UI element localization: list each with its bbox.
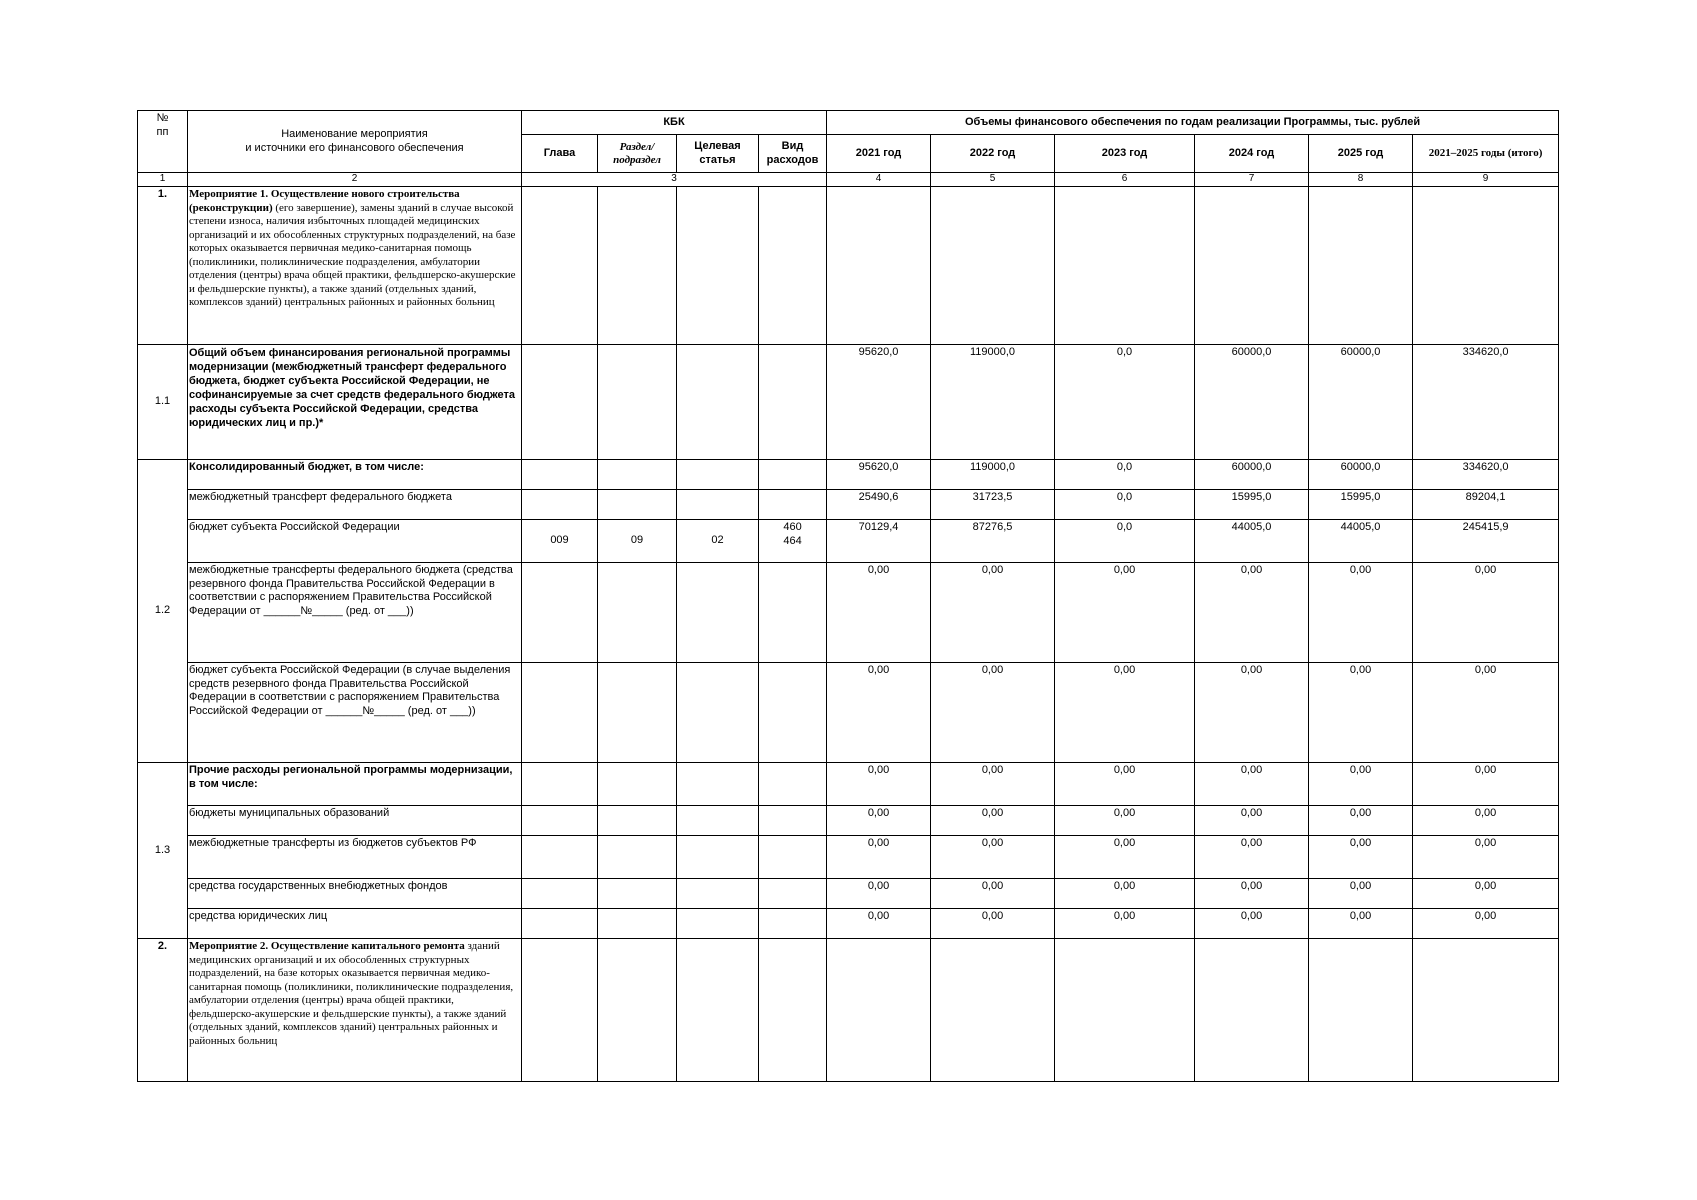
empty-cell	[677, 563, 759, 663]
empty-cell	[827, 939, 931, 1082]
row-1-3-offbudget-funds	[138, 879, 1559, 909]
empty-cell	[1195, 187, 1309, 345]
empty-cell	[931, 187, 1055, 345]
year-2023-header: 2023 год	[1055, 135, 1195, 173]
row-1-3-legal-entities	[138, 909, 1559, 939]
empty-cell	[598, 345, 677, 460]
row-1-1-name: Общий объем финансирования региональной программы модернизации (межбюджетный трансферт федерального бюджета, бюджет субъекта Российской Федерации, не софинансируемые за счет средств федерального бюджета расходы субъекта Российской Федерации, средства юридических лиц и пр.)*	[188, 345, 522, 460]
value-total: 0,00	[1413, 909, 1559, 939]
col-number: 4	[827, 173, 931, 187]
empty-cell	[522, 663, 598, 763]
col-number: 7	[1195, 173, 1309, 187]
row-1-2-consolidated	[138, 460, 1559, 490]
value-2021: 25490,6	[827, 490, 931, 520]
value-total: 0,00	[1413, 563, 1559, 663]
value-2022: 0,00	[931, 563, 1055, 663]
value-2023: 0,0	[1055, 490, 1195, 520]
empty-cell	[522, 879, 598, 909]
value-2024: 0,00	[1195, 763, 1309, 806]
empty-cell	[522, 763, 598, 806]
value-2025: 0,00	[1309, 763, 1413, 806]
empty-cell	[759, 763, 827, 806]
empty-cell	[522, 460, 598, 490]
value-2022: 0,00	[931, 806, 1055, 836]
value-2023: 0,00	[1055, 909, 1195, 939]
empty-cell	[1309, 187, 1413, 345]
empty-cell	[522, 939, 598, 1082]
empty-cell	[598, 187, 677, 345]
value-2025: 44005,0	[1309, 520, 1413, 563]
value-2021: 70129,4	[827, 520, 931, 563]
value-total: 334620,0	[1413, 460, 1559, 490]
row-1-2-reserve-subject	[138, 663, 1559, 763]
empty-cell	[598, 836, 677, 879]
value-2022: 0,00	[931, 879, 1055, 909]
empty-cell	[522, 187, 598, 345]
value-2025: 0,00	[1309, 836, 1413, 879]
activity-1-name	[188, 187, 522, 345]
empty-cell	[522, 345, 598, 460]
row-name: бюджеты муниципальных образований	[188, 806, 522, 836]
header-row-1	[138, 111, 1559, 135]
empty-cell	[677, 345, 759, 460]
empty-cell	[598, 663, 677, 763]
row-1-2-federal-transfer	[138, 490, 1559, 520]
value-total: 0,00	[1413, 879, 1559, 909]
activity-1-description: (его завершение), замены зданий в случае высокой степени износа, наличия избыточных площадей медицинских организаций и их обособленных структурных подразделений, на базе которых оказывается первичная медико-санитарная помощь (поликлиники, поликлинические подразделения, амбулатории отделения (центры) врача общей практики, фельдшерско-акушерские и фельдшерские пункты), а также зданий (отдельных зданий, комплексов зданий) центральных районных и районных больниц	[189, 201, 516, 308]
empty-cell	[931, 939, 1055, 1082]
value-total: 334620,0	[1413, 345, 1559, 460]
col-number: 3	[522, 173, 827, 187]
kbk-glava-header: Глава	[522, 135, 598, 173]
row-1-3-subject-transfers	[138, 836, 1559, 879]
value-2022: 119000,0	[931, 460, 1055, 490]
empty-cell	[598, 490, 677, 520]
row-1-1	[138, 345, 1559, 460]
empty-cell	[677, 806, 759, 836]
empty-cell	[677, 879, 759, 909]
empty-cell	[759, 879, 827, 909]
value-2022: 119000,0	[931, 345, 1055, 460]
empty-cell	[1195, 939, 1309, 1082]
col-number: 5	[931, 173, 1055, 187]
empty-cell	[759, 460, 827, 490]
value-2022: 0,00	[931, 909, 1055, 939]
value-2024: 44005,0	[1195, 520, 1309, 563]
value-2021: 95620,0	[827, 345, 931, 460]
value-2025: 0,00	[1309, 563, 1413, 663]
value-total: 0,00	[1413, 806, 1559, 836]
row-1-2-subject-budget	[138, 520, 1559, 563]
empty-cell	[677, 460, 759, 490]
activity-1-title: Мероприятие 1. Осуществление нового строительства (реконструкции)	[189, 188, 460, 214]
value-2022: 0,00	[931, 763, 1055, 806]
empty-cell	[759, 187, 827, 345]
row-1-3-municipal	[138, 806, 1559, 836]
year-2022-header: 2022 год	[931, 135, 1055, 173]
column-numbers-row	[138, 173, 1559, 187]
year-2021-header: 2021 год	[827, 135, 931, 173]
value-2023: 0,00	[1055, 879, 1195, 909]
row-number: 1.2	[138, 460, 188, 763]
value-2024: 0,00	[1195, 836, 1309, 879]
value-2022: 31723,5	[931, 490, 1055, 520]
row-name: средства юридических лиц	[188, 909, 522, 939]
row-name: межбюджетные трансферты федерального бюджета (средства резервного фонда Правительства Российской Федерации в соответствии с распоряжением Правительства Российской Федерации от ______№_____ (ред. от ___))	[188, 563, 522, 663]
empty-cell	[1309, 939, 1413, 1082]
value-2023: 0,00	[1055, 763, 1195, 806]
value-total: 89204,1	[1413, 490, 1559, 520]
value-2024: 60000,0	[1195, 345, 1309, 460]
empty-cell	[677, 939, 759, 1082]
value-2022: 0,00	[931, 836, 1055, 879]
volumes-header: Объемы финансового обеспечения по годам реализации Программы, тыс. рублей	[827, 111, 1559, 135]
value-total: 0,00	[1413, 836, 1559, 879]
value-2024: 0,00	[1195, 879, 1309, 909]
empty-cell	[1413, 187, 1559, 345]
empty-cell	[598, 806, 677, 836]
activity-2-name	[188, 939, 522, 1082]
value-2024: 0,00	[1195, 909, 1309, 939]
empty-cell	[598, 563, 677, 663]
col-number: 2	[188, 173, 522, 187]
row-number: 1.	[138, 187, 188, 345]
row-name: Консолидированный бюджет, в том числе:	[188, 460, 522, 490]
year-2024-header: 2024 год	[1195, 135, 1309, 173]
value-2023: 0,0	[1055, 460, 1195, 490]
row-name: бюджет субъекта Российской Федерации (в случае выделения средств резервного фонда Правительства Российской Федерации в соответствии с распоряжением Правительства Российской Федерации от ______№_____ (ред. от ___))	[188, 663, 522, 763]
value-2023: 0,00	[1055, 836, 1195, 879]
value-2025: 0,00	[1309, 879, 1413, 909]
row-number: 1.3	[138, 763, 188, 939]
col-number: 9	[1413, 173, 1559, 187]
empty-cell	[759, 663, 827, 763]
kbk-celevaya-header: Целевая статья	[677, 135, 759, 173]
empty-cell	[598, 879, 677, 909]
empty-cell	[759, 345, 827, 460]
row-name: бюджет субъекта Российской Федерации	[188, 520, 522, 563]
empty-cell	[759, 939, 827, 1082]
col-no-header: № пп	[138, 111, 188, 173]
year-2025-header: 2025 год	[1309, 135, 1413, 173]
value-2024: 15995,0	[1195, 490, 1309, 520]
empty-cell	[522, 806, 598, 836]
col-number: 6	[1055, 173, 1195, 187]
row-number: 1.1	[138, 345, 188, 460]
empty-cell	[598, 763, 677, 806]
value-2023: 0,00	[1055, 806, 1195, 836]
value-2025: 60000,0	[1309, 460, 1413, 490]
empty-cell	[759, 806, 827, 836]
year-total-header: 2021–2025 годы (итого)	[1413, 135, 1559, 173]
activity-1-row	[138, 187, 1559, 345]
empty-cell	[522, 836, 598, 879]
value-2023: 0,0	[1055, 520, 1195, 563]
value-2021: 0,00	[827, 806, 931, 836]
value-2024: 60000,0	[1195, 460, 1309, 490]
kbk-razdel-value: 09	[598, 520, 677, 563]
kbk-celevaya-value: 02	[677, 520, 759, 563]
empty-cell	[1055, 187, 1195, 345]
value-2021: 0,00	[827, 563, 931, 663]
empty-cell	[677, 663, 759, 763]
col-number: 1	[138, 173, 188, 187]
value-2021: 95620,0	[827, 460, 931, 490]
value-2025: 15995,0	[1309, 490, 1413, 520]
empty-cell	[759, 563, 827, 663]
value-2023: 0,0	[1055, 345, 1195, 460]
row-1-3-other	[138, 763, 1559, 806]
empty-cell	[522, 490, 598, 520]
empty-cell	[677, 490, 759, 520]
value-2024: 0,00	[1195, 806, 1309, 836]
empty-cell	[522, 909, 598, 939]
value-2021: 0,00	[827, 909, 931, 939]
empty-cell	[759, 490, 827, 520]
activity-2-description: зданий медицинских организаций и их обособленных структурных подразделений, на базе которых оказывается первичная медико-санитарная помощь (поликлиники, поликлинические подразделения, амбулатории отделения (центры) врача общей практики, фельдшерско-акушерские и фельдшерские пункты), а также зданий (отдельных зданий, комплексов зданий) центральных районных и районных больниц	[189, 940, 514, 1047]
value-2021: 0,00	[827, 763, 931, 806]
empty-cell	[827, 187, 931, 345]
value-2023: 0,00	[1055, 563, 1195, 663]
empty-cell	[598, 939, 677, 1082]
empty-cell	[677, 187, 759, 345]
value-2024: 0,00	[1195, 663, 1309, 763]
value-total: 245415,9	[1413, 520, 1559, 563]
kbk-glava-value: 009	[522, 520, 598, 563]
empty-cell	[759, 909, 827, 939]
activity-2-row	[138, 939, 1559, 1082]
kbk-vid-value: 460 464	[759, 520, 827, 563]
empty-cell	[677, 909, 759, 939]
value-2022: 87276,5	[931, 520, 1055, 563]
value-2025: 0,00	[1309, 663, 1413, 763]
row-name: Прочие расходы региональной программы модернизации, в том числе:	[188, 763, 522, 806]
empty-cell	[677, 763, 759, 806]
row-name: межбюджетные трансферты из бюджетов субъектов РФ	[188, 836, 522, 879]
empty-cell	[759, 836, 827, 879]
empty-cell	[1413, 939, 1559, 1082]
kbk-header: КБК	[522, 111, 827, 135]
row-number: 2.	[138, 939, 188, 1082]
value-2021: 0,00	[827, 836, 931, 879]
empty-cell	[1055, 939, 1195, 1082]
value-2024: 0,00	[1195, 563, 1309, 663]
row-name: межбюджетный трансферт федерального бюджета	[188, 490, 522, 520]
empty-cell	[598, 909, 677, 939]
value-total: 0,00	[1413, 763, 1559, 806]
empty-cell	[677, 836, 759, 879]
value-total: 0,00	[1413, 663, 1559, 763]
value-2025: 60000,0	[1309, 345, 1413, 460]
empty-cell	[522, 563, 598, 663]
row-name: средства государственных внебюджетных фондов	[188, 879, 522, 909]
value-2025: 0,00	[1309, 909, 1413, 939]
row-1-2-reserve-federal	[138, 563, 1559, 663]
value-2023: 0,00	[1055, 663, 1195, 763]
value-2021: 0,00	[827, 879, 931, 909]
col-number: 8	[1309, 173, 1413, 187]
kbk-vid-header: Вид расходов	[759, 135, 827, 173]
value-2025: 0,00	[1309, 806, 1413, 836]
value-2021: 0,00	[827, 663, 931, 763]
value-2022: 0,00	[931, 663, 1055, 763]
col-name-header: Наименование мероприятия и источники его финансового обеспечения	[188, 111, 522, 173]
empty-cell	[598, 460, 677, 490]
kbk-razdel-header: Раздел/ подраздел	[598, 135, 677, 173]
activity-2-title: Мероприятие 2. Осуществление капитального ремонта	[189, 940, 465, 952]
financing-table	[137, 110, 1559, 1082]
